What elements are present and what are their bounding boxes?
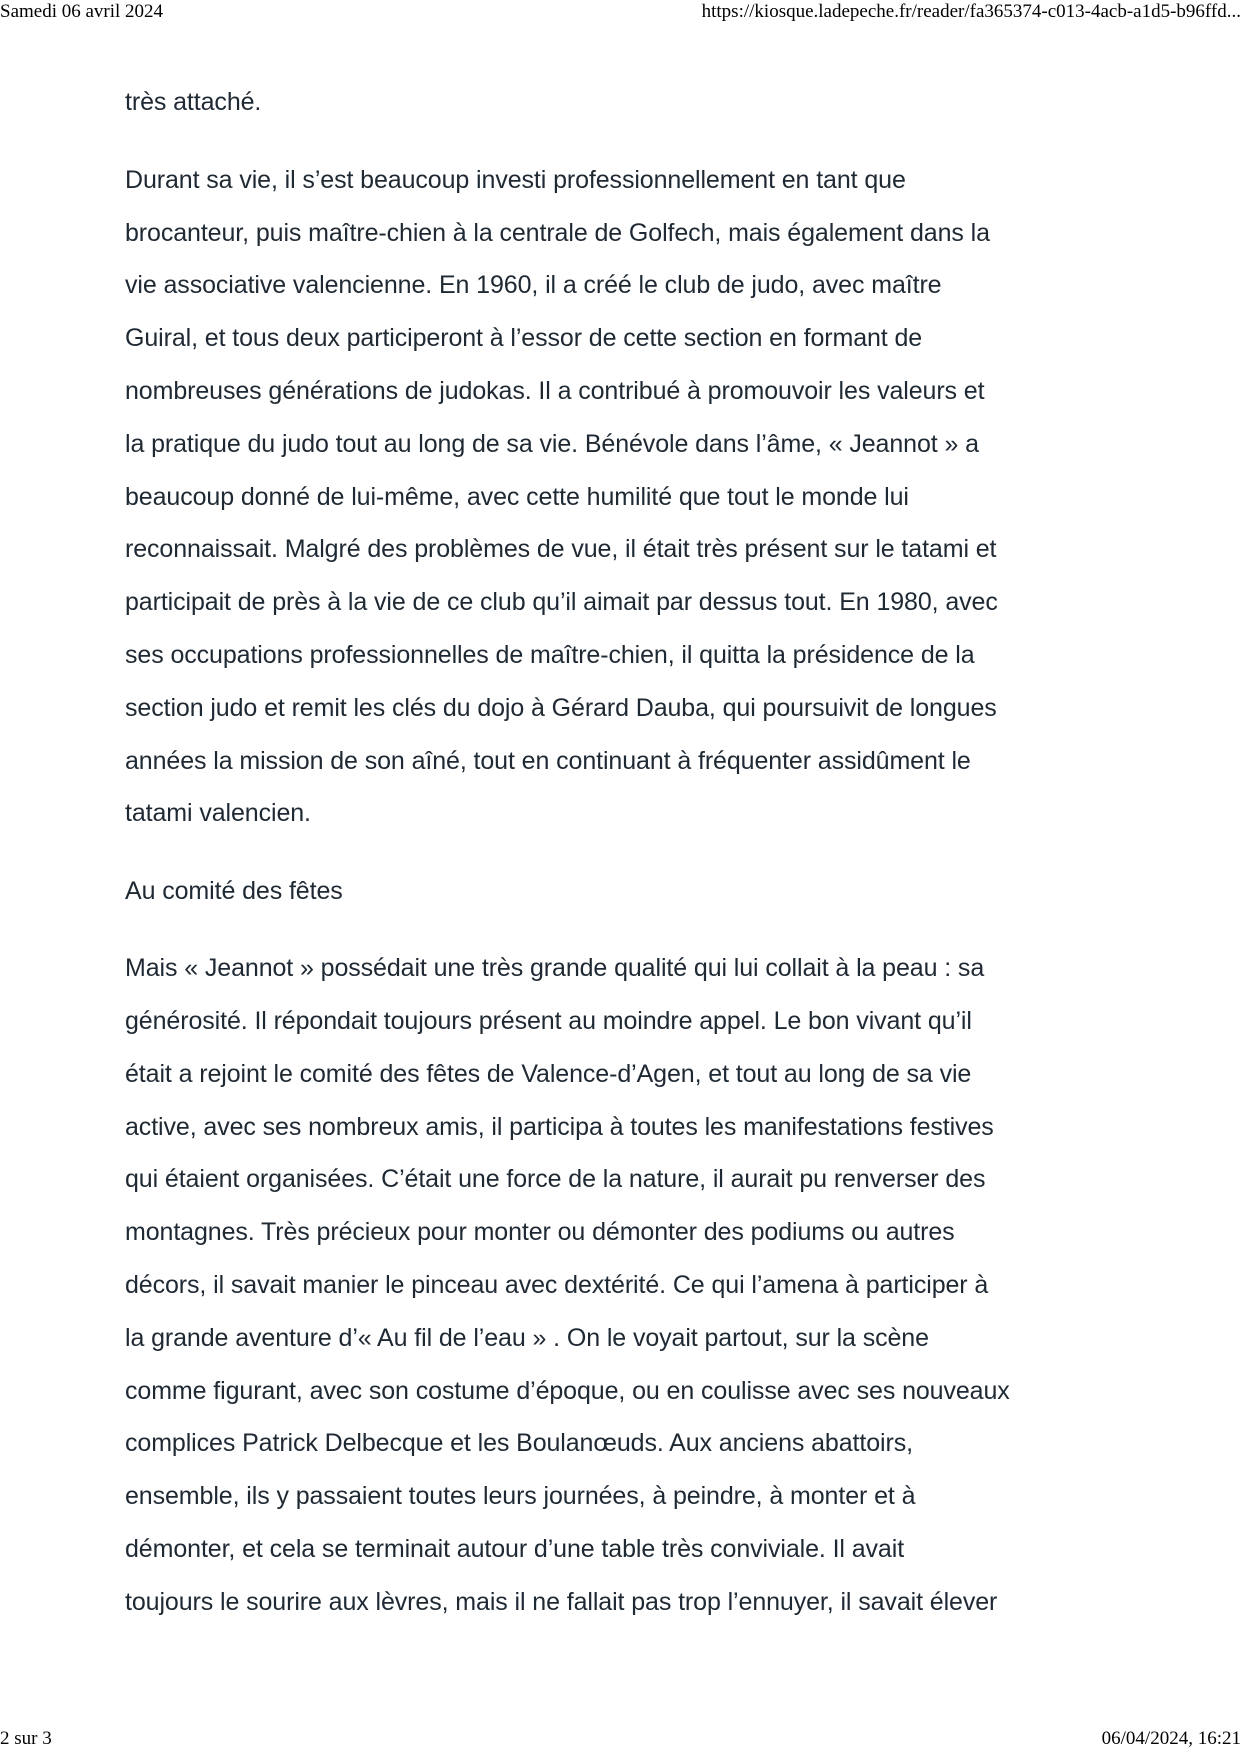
text-line: tatami valencien. [125,799,311,828]
text-line: qui étaient organisées. C’était une force de la nature, il aurait pu renverser des [125,1165,986,1194]
text-line: ensemble, ils y passaient toutes leurs journées, à peindre, à monter et à [125,1482,916,1511]
text-line: Guiral, et tous deux participeront à l’essor de cette section en formant de [125,324,923,353]
article-body [125,76,1135,1629]
text-line: brocanteur, puis maître-chien à la centrale de Golfech, mais également dans la [125,218,990,247]
print-timestamp: 06/04/2024, 16:21 [1101,1728,1241,1749]
text-line: montagnes. Très précieux pour monter ou démonter des podiums ou autres [125,1218,955,1247]
section-subheading: Au comité des fêtes [125,877,343,906]
text-line: comme figurant, avec son costume d’époque, ou en coulisse avec ses nouveaux [125,1376,1010,1405]
text-line: toujours le sourire aux lèvres, mais il ne fallait pas trop l’ennuyer, il savait élever [125,1587,998,1616]
paragraph-gap [125,840,1135,865]
text-line: était a rejoint le comité des fêtes de Valence-d’Agen, et tout au long de sa vie [125,1059,972,1088]
paragraph-gap [125,129,1135,154]
page-indicator: 2 sur 3 [0,1728,52,1749]
page-url: https://kiosque.ladepeche.fr/reader/fa365374-c013-4acb-a1d5-b96ffd... [701,1,1241,22]
text-line: active, avec ses nombreux amis, il participa à toutes les manifestations festives [125,1112,994,1141]
text-line: vie associative valencienne. En 1960, il a créé le club de judo, avec maître [125,271,942,300]
text-line: reconnaissait. Malgré des problèmes de vue, il était très présent sur le tatami et [125,535,997,564]
text-line: section judo et remit les clés du dojo à Gérard Dauba, qui poursuivit de longues [125,693,997,722]
text-line: la pratique du judo tout au long de sa vie. Bénévole dans l’âme, « Jeannot » a [125,429,979,458]
text-line: ses occupations professionnelles de maître-chien, il quitta la présidence de la [125,640,975,669]
text-line: Durant sa vie, il s’est beaucoup investi professionnellement en tant que [125,165,906,194]
paragraph-comite [125,942,1135,1628]
text-line: complices Patrick Delbecque et les Boulanœuds. Aux anciens abattoirs, [125,1429,913,1458]
print-date: Samedi 06 avril 2024 [0,1,164,22]
paragraph-career [125,154,1135,840]
text-line: très attaché. [125,88,262,116]
paragraph-intro-tail [125,76,1135,129]
text-line: Mais « Jeannot » possédait une très grande qualité qui lui collait à la peau : sa [125,954,985,983]
paragraph-gap [125,917,1135,942]
text-line: nombreuses générations de judokas. Il a contribué à promouvoir les valeurs et [125,376,985,405]
text-line: décors, il savait manier le pinceau avec dextérité. Ce qui l’amena à participer à [125,1270,989,1299]
text-line: années la mission de son aîné, tout en continuant à fréquenter assidûment le [125,746,971,775]
text-line: la grande aventure d’« Au fil de l’eau » . On le voyait partout, sur la scène [125,1323,929,1352]
text-line: démonter, et cela se terminait autour d’une table très conviviale. Il avait [125,1534,905,1563]
text-line: beaucoup donné de lui-même, avec cette humilité que tout le monde lui [125,482,909,511]
text-line: générosité. Il répondait toujours présent au moindre appel. Le bon vivant qu’il [125,1006,972,1035]
text-line: participait de près à la vie de ce club qu’il aimait par dessus tout. En 1980, avec [125,588,998,617]
